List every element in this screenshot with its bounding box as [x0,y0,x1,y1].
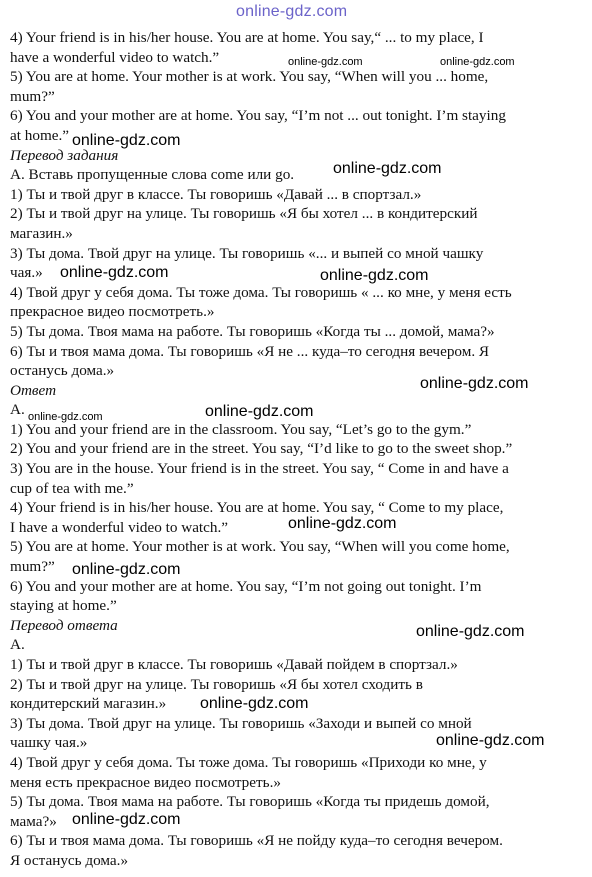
text-line: A. [10,636,25,654]
text-line: 6) Ты и твоя мама дома. Ты говоришь «Я не ... куда–то сегодня вечером. Я [10,342,490,360]
text-line: 3) You are in the house. Your friend is in the street. You say, “ Come in and have a [10,460,509,478]
text-line: 5) Ты дома. Твоя мама на работе. Ты говоришь «Когда ты ... домой, мама?» [10,322,495,340]
text-line: 4) Твой друг у себя дома. Ты тоже дома. Ты говоришь « ... ко мне, у меня есть [10,283,512,301]
watermark: online-gdz.com [72,811,181,828]
watermark: online-gdz.com [333,160,442,177]
text-line: 4) Your friend is in his/her house. You are at home. You say,“ ... to my place, I [10,29,484,46]
text-line: A. Вставь пропущенные слова come или go. [10,166,295,184]
watermark: online-gdz.com [288,515,397,532]
watermark: online-gdz.com [420,375,529,392]
watermark-top: online-gdz.com [236,3,348,20]
watermark: online-gdz.com [436,732,545,749]
section-heading-task-translation: Перевод задания [10,146,119,164]
text-line: 3) Ты дома. Твой друг на улице. Ты говоришь «... и выпей со мной чашку [10,244,484,262]
watermark: online-gdz.com [28,411,103,423]
text-line: mum?” [10,558,55,576]
text-line: I have a wonderful video to watch.” [10,518,229,536]
text-line: Я останусь дома.» [10,851,129,869]
watermark: online-gdz.com [60,264,169,281]
text-line: 2) Ты и твой друг на улице. Ты говоришь «Я бы хотел сходить в [10,675,423,693]
watermark: online-gdz.com [72,561,181,578]
text-line: staying at home.” [10,597,117,615]
text-line: 5) Ты дома. Твоя мама на работе. Ты говоришь «Когда ты придешь домой, [10,793,490,811]
section-heading-answer: Ответ [10,381,57,399]
text-line: cup of tea with me.” [10,479,134,497]
text-line: at home.” [10,126,70,144]
text-line: 5) You are at home. Your mother is at work. You say, “When will you ... home, [10,68,489,86]
watermark: online-gdz.com [440,56,515,68]
watermark: online-gdz.com [200,695,309,712]
text-line: 1) Ты и твой друг в классе. Ты говоришь «Давай ... в спортзал.» [10,185,422,203]
watermark: online-gdz.com [416,623,525,640]
text-line: 2) Ты и твой друг на улице. Ты говоришь «Я бы хотел ... в кондитерский [10,205,478,223]
text-line: останусь дома.» [10,362,115,380]
text-line: чая.» [10,264,43,282]
text-line: мама?» [10,812,57,830]
text-line: 3) Ты дома. Твой друг на улице. Ты говоришь «Заходи и выпей со мной [10,714,472,732]
text-line: магазин.» [10,224,73,242]
text-line: 6) Ты и твоя мама дома. Ты говоришь «Я не пойду куда–то сегодня вечером. [10,832,503,850]
text-line: 4) Твой друг у себя дома. Ты тоже дома. Ты говоришь «Приходи ко мне, у [10,753,487,771]
text-line: прекрасное видео посмотреть.» [10,303,215,321]
text-line: 6) You and your mother are at home. You say, “I’m not ... out tonight. I’m staying [10,107,506,125]
text-line: A. [10,401,25,419]
text-line: 1) Ты и твой друг в классе. Ты говоришь «Давай пойдем в спортзал.» [10,656,458,673]
text-line: меня есть прекрасное видео посмотреть.» [10,773,281,791]
section-heading-answer-translation: Перевод ответа [10,616,118,634]
text-line: mum?” [10,87,55,105]
watermark: online-gdz.com [288,56,363,68]
watermark: online-gdz.com [72,132,181,149]
text-line: кондитерский магазин.» [10,695,167,713]
watermark: online-gdz.com [205,403,314,420]
watermark: online-gdz.com [320,267,429,284]
text-line: 1) You and your friend are in the classroom. You say, “Let’s go to the gym.” [10,420,472,438]
text-line: 5) You are at home. Your mother is at work. You say, “When will you come home, [10,538,510,556]
text-line: 2) You and your friend are in the street. You say, “I’d like to go to the sweet shop.” [10,440,513,458]
text-line: 6) You and your mother are at home. You say, “I’m not going out tonight. I’m [10,577,482,595]
text-line: 4) Your friend is in his/her house. You are at home. You say, “ Come to my place, [10,499,504,517]
text-line: чашку чая.» [10,734,88,752]
text-line: have a wonderful video to watch.” [10,48,220,66]
